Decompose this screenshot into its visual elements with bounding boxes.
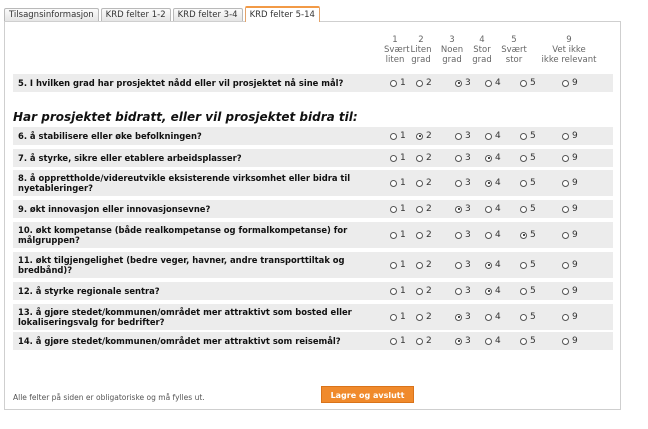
option-5[interactable] — [520, 312, 536, 322]
radio-button[interactable] — [390, 288, 397, 295]
radio-button[interactable] — [520, 338, 527, 345]
radio-button[interactable] — [485, 180, 492, 187]
radio-button[interactable] — [520, 155, 527, 162]
radio-button[interactable] — [455, 155, 462, 162]
option-label: 9 — [572, 260, 578, 270]
option-9[interactable] — [562, 312, 578, 322]
option-2[interactable] — [416, 153, 432, 163]
radio-button[interactable] — [455, 206, 462, 213]
radio-button[interactable] — [390, 80, 397, 87]
scale-num: 4 — [479, 35, 485, 45]
option-label: 5 — [530, 204, 536, 214]
radio-button[interactable] — [455, 338, 462, 345]
radio-button[interactable] — [562, 262, 569, 269]
option-label: 3 — [465, 78, 471, 88]
radio-button[interactable] — [520, 133, 527, 140]
question-label: 14. å gjøre stedet/kommunen/området mer attraktivt som reisemål? — [18, 336, 341, 346]
option-label: 1 — [400, 336, 406, 346]
option-label: 5 — [530, 336, 536, 346]
radio-button[interactable] — [562, 206, 569, 213]
option-label: 4 — [495, 230, 501, 240]
radio-button[interactable] — [520, 314, 527, 321]
radio-button[interactable] — [520, 206, 527, 213]
option-label: 5 — [530, 312, 536, 322]
radio-button[interactable] — [416, 80, 423, 87]
question-label: 7. å styrke, sikre eller etablere arbeidsplasser? — [18, 153, 242, 163]
option-9[interactable] — [562, 78, 578, 88]
radio-button[interactable] — [416, 180, 423, 187]
option-9[interactable] — [562, 204, 578, 214]
scale-l1: Vet ikke — [552, 45, 586, 55]
option-label: 5 — [530, 230, 536, 240]
option-label: 2 — [426, 178, 432, 188]
option-label: 3 — [465, 336, 471, 346]
required-note: Alle felter på siden er obligatoriske og må fylles ut. — [13, 393, 205, 402]
radio-button[interactable] — [390, 338, 397, 345]
option-3[interactable] — [455, 286, 471, 296]
scale-num: 2 — [418, 35, 424, 45]
radio-button[interactable] — [416, 338, 423, 345]
option-label: 3 — [465, 153, 471, 163]
scale-l2: grad — [472, 55, 492, 65]
option-label: 4 — [495, 78, 501, 88]
scale-l2: grad — [411, 55, 431, 65]
option-1[interactable] — [390, 336, 406, 346]
option-1[interactable] — [390, 230, 406, 240]
option-label: 5 — [530, 178, 536, 188]
radio-button[interactable] — [562, 80, 569, 87]
scale-l1: Svært — [501, 45, 527, 55]
option-label: 9 — [572, 153, 578, 163]
radio-button[interactable] — [520, 180, 527, 187]
question-row — [13, 127, 613, 145]
option-4[interactable] — [485, 336, 501, 346]
radio-button[interactable] — [455, 232, 462, 239]
radio-button[interactable] — [416, 133, 423, 140]
option-4[interactable] — [485, 204, 501, 214]
option-label: 4 — [495, 131, 501, 141]
question-label: 9. økt innovasjon eller innovasjonsevne? — [18, 204, 211, 214]
option-label: 9 — [572, 204, 578, 214]
scale-l1: Noen — [440, 45, 464, 55]
option-5[interactable] — [520, 153, 536, 163]
option-2[interactable] — [416, 286, 432, 296]
option-label: 1 — [400, 312, 406, 322]
option-4[interactable] — [485, 153, 501, 163]
option-label: 1 — [400, 178, 406, 188]
scale-column-4 — [471, 35, 493, 65]
option-5[interactable] — [520, 260, 536, 270]
question-row — [13, 304, 613, 330]
option-1[interactable] — [390, 260, 406, 270]
form-panel — [4, 21, 621, 410]
option-5[interactable] — [520, 230, 536, 240]
radio-button[interactable] — [390, 262, 397, 269]
radio-button[interactable] — [416, 206, 423, 213]
option-label: 9 — [572, 336, 578, 346]
option-label: 9 — [572, 312, 578, 322]
option-3[interactable] — [455, 78, 471, 88]
question-label: 8. å opprettholde/videreutvikle eksisterende virksomhet eller bidra til nyetableringer? — [18, 173, 351, 193]
option-label: 3 — [465, 178, 471, 188]
question-row — [13, 222, 613, 248]
option-label: 4 — [495, 204, 501, 214]
option-label: 1 — [400, 230, 406, 240]
radio-button[interactable] — [485, 80, 492, 87]
option-label: 4 — [495, 153, 501, 163]
option-label: 3 — [465, 260, 471, 270]
scale-l1: Svært — [384, 45, 410, 55]
option-2[interactable] — [416, 336, 432, 346]
option-2[interactable] — [416, 78, 432, 88]
option-9[interactable] — [562, 230, 578, 240]
scale-column-2 — [409, 35, 433, 65]
scale-column-9 — [537, 35, 601, 65]
option-label: 5 — [530, 260, 536, 270]
option-label: 4 — [495, 260, 501, 270]
scale-l2: stor — [505, 55, 523, 65]
option-label: 9 — [572, 78, 578, 88]
radio-button[interactable] — [562, 288, 569, 295]
scale-column-5 — [501, 35, 527, 65]
question-row — [13, 252, 613, 278]
option-3[interactable] — [455, 230, 471, 240]
option-label: 4 — [495, 312, 501, 322]
option-label: 1 — [400, 286, 406, 296]
save-and-close-button[interactable]: Lagre og avslutt — [321, 386, 414, 403]
option-label: 9 — [572, 131, 578, 141]
radio-button[interactable] — [390, 180, 397, 187]
option-4[interactable] — [485, 286, 501, 296]
scale-num: 1 — [392, 35, 398, 45]
radio-button[interactable] — [562, 314, 569, 321]
radio-button[interactable] — [416, 314, 423, 321]
option-label: 1 — [400, 153, 406, 163]
scale-num: 9 — [566, 35, 572, 45]
option-label: 5 — [530, 153, 536, 163]
option-4[interactable] — [485, 178, 501, 188]
radio-button[interactable] — [416, 262, 423, 269]
option-label: 2 — [426, 260, 432, 270]
option-3[interactable] — [455, 153, 471, 163]
option-4[interactable] — [485, 131, 501, 141]
radio-button[interactable] — [562, 180, 569, 187]
question-label: 6. å stabilisere eller øke befolkningen? — [18, 131, 202, 141]
option-1[interactable] — [390, 204, 406, 214]
radio-button[interactable] — [485, 155, 492, 162]
option-3[interactable] — [455, 260, 471, 270]
radio-button[interactable] — [562, 338, 569, 345]
question-row — [13, 332, 613, 350]
question-row — [13, 200, 613, 218]
option-3[interactable] — [455, 178, 471, 188]
radio-button[interactable] — [416, 288, 423, 295]
radio-button[interactable] — [562, 155, 569, 162]
option-label: 2 — [426, 230, 432, 240]
question-row — [13, 149, 613, 167]
option-2[interactable] — [416, 230, 432, 240]
option-5[interactable] — [520, 178, 536, 188]
option-4[interactable] — [485, 260, 501, 270]
scale-num: 3 — [449, 35, 455, 45]
radio-button[interactable] — [520, 288, 527, 295]
option-label: 5 — [530, 286, 536, 296]
option-label: 4 — [495, 286, 501, 296]
radio-button[interactable] — [520, 80, 527, 87]
option-4[interactable] — [485, 312, 501, 322]
radio-button[interactable] — [485, 133, 492, 140]
option-5[interactable] — [520, 336, 536, 346]
scale-l1: Stor — [473, 45, 491, 55]
tab-krd-felter-5-14[interactable]: KRD felter 5-14 — [245, 6, 320, 22]
option-9[interactable] — [562, 178, 578, 188]
option-3[interactable] — [455, 204, 471, 214]
option-label: 4 — [495, 178, 501, 188]
option-5[interactable] — [520, 286, 536, 296]
question-row — [13, 282, 613, 300]
question-label: 10. økt kompetanse (både realkompetanse og formalkompetanse) for målgruppen? — [18, 225, 348, 245]
option-3[interactable] — [455, 131, 471, 141]
option-3[interactable] — [455, 312, 471, 322]
tab-krd-felter-3-4[interactable]: KRD felter 3-4 — [173, 8, 243, 22]
option-label: 2 — [426, 131, 432, 141]
radio-button[interactable] — [416, 232, 423, 239]
option-label: 5 — [530, 131, 536, 141]
option-label: 2 — [426, 78, 432, 88]
option-5[interactable] — [520, 131, 536, 141]
radio-button[interactable] — [455, 262, 462, 269]
option-label: 2 — [426, 204, 432, 214]
radio-button[interactable] — [416, 155, 423, 162]
option-2[interactable] — [416, 260, 432, 270]
option-5[interactable] — [520, 204, 536, 214]
section-heading: Har prosjektet bidratt, eller vil prosjektet bidra til: — [13, 110, 358, 124]
option-label: 3 — [465, 204, 471, 214]
scale-l2: grad — [442, 55, 462, 65]
radio-button[interactable] — [455, 133, 462, 140]
radio-button[interactable] — [485, 314, 492, 321]
radio-button[interactable] — [390, 133, 397, 140]
radio-button[interactable] — [485, 338, 492, 345]
option-4[interactable] — [485, 230, 501, 240]
radio-button[interactable] — [390, 155, 397, 162]
tab-tilsagnsinformasjon[interactable]: Tilsagnsinformasjon — [4, 8, 99, 22]
question-row — [13, 74, 613, 92]
question-label: 5. I hvilken grad har prosjektet nådd eller vil prosjektet nå sine mål? — [18, 78, 344, 88]
radio-button[interactable] — [520, 232, 527, 239]
scale-l2: liten — [385, 55, 405, 65]
option-4[interactable] — [485, 78, 501, 88]
option-9[interactable] — [562, 336, 578, 346]
tab-bar — [4, 6, 322, 22]
radio-button[interactable] — [485, 288, 492, 295]
scale-column-1 — [384, 35, 410, 65]
scale-num: 5 — [511, 35, 517, 45]
option-3[interactable] — [455, 336, 471, 346]
option-1[interactable] — [390, 312, 406, 322]
radio-button[interactable] — [455, 288, 462, 295]
option-1[interactable] — [390, 131, 406, 141]
option-label: 3 — [465, 312, 471, 322]
radio-button[interactable] — [520, 262, 527, 269]
scale-l1: Liten — [410, 45, 432, 55]
radio-button[interactable] — [562, 232, 569, 239]
radio-button[interactable] — [485, 232, 492, 239]
radio-button[interactable] — [562, 133, 569, 140]
question-label: 11. økt tilgjengelighet (bedre veger, havner, andre transporttiltak og bredbånd)? — [18, 255, 345, 275]
option-label: 2 — [426, 336, 432, 346]
option-label: 9 — [572, 230, 578, 240]
radio-button[interactable] — [455, 80, 462, 87]
scale-l2: ikke relevant — [541, 55, 597, 65]
option-label: 9 — [572, 286, 578, 296]
radio-button[interactable] — [390, 314, 397, 321]
option-label: 9 — [572, 178, 578, 188]
option-label: 1 — [400, 260, 406, 270]
option-label: 2 — [426, 286, 432, 296]
option-label: 5 — [530, 78, 536, 88]
radio-button[interactable] — [485, 262, 492, 269]
option-9[interactable] — [562, 153, 578, 163]
option-2[interactable] — [416, 204, 432, 214]
option-label: 1 — [400, 78, 406, 88]
option-5[interactable] — [520, 78, 536, 88]
radio-button[interactable] — [390, 232, 397, 239]
scale-column-3 — [439, 35, 465, 65]
option-2[interactable] — [416, 131, 432, 141]
option-9[interactable] — [562, 260, 578, 270]
option-label: 3 — [465, 286, 471, 296]
option-label: 1 — [400, 131, 406, 141]
question-row — [13, 170, 613, 196]
option-label: 2 — [426, 153, 432, 163]
option-label: 3 — [465, 230, 471, 240]
option-2[interactable] — [416, 178, 432, 188]
option-1[interactable] — [390, 178, 406, 188]
option-9[interactable] — [562, 286, 578, 296]
tab-krd-felter-1-2[interactable]: KRD felter 1-2 — [101, 8, 171, 22]
radio-button[interactable] — [455, 180, 462, 187]
option-1[interactable] — [390, 153, 406, 163]
question-label: 12. å styrke regionale sentra? — [18, 286, 160, 296]
question-label: 13. å gjøre stedet/kommunen/området mer attraktivt som bosted eller lokaliseringsvalg for bedrifter? — [18, 307, 352, 327]
option-label: 3 — [465, 131, 471, 141]
option-9[interactable] — [562, 131, 578, 141]
radio-button[interactable] — [390, 206, 397, 213]
option-label: 1 — [400, 204, 406, 214]
radio-button[interactable] — [455, 314, 462, 321]
option-label: 4 — [495, 336, 501, 346]
option-label: 2 — [426, 312, 432, 322]
radio-button[interactable] — [485, 206, 492, 213]
option-2[interactable] — [416, 312, 432, 322]
option-1[interactable] — [390, 286, 406, 296]
option-1[interactable] — [390, 78, 406, 88]
